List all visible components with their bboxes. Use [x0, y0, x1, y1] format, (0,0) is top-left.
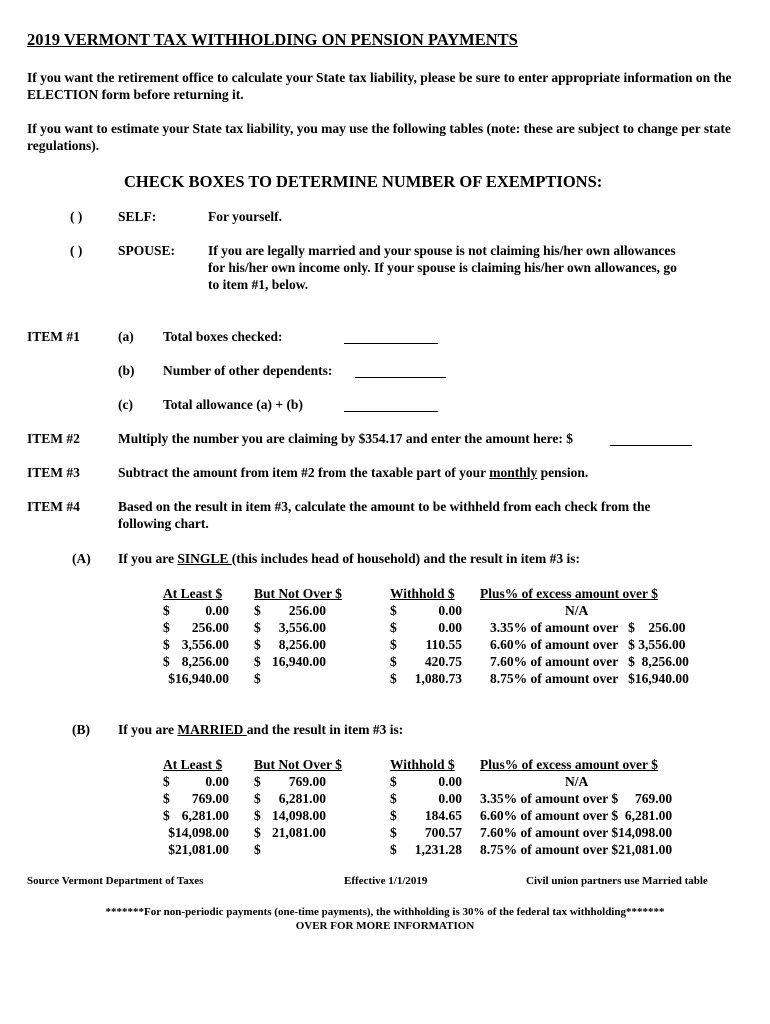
item3-text: Subtract the amount from item #2 from the taxable part of your monthly pension.	[118, 465, 589, 480]
married-table	[0, 756, 770, 858]
header-but-not-over: But Not Over $	[254, 757, 342, 772]
item1-b-blank[interactable]	[355, 377, 446, 378]
table-row: $ 3,556.00 $ 8,256.00 $ 110.55 6.60% of amount over $ 3,556.00	[163, 637, 686, 652]
over-for-more-info: OVER FOR MORE INFORMATION	[295, 920, 475, 932]
table-row: $ 6,281.00 $ 14,098.00 $ 184.65 6.60% of amount over $ 6,281.00	[163, 808, 673, 823]
spouse-label: SPOUSE:	[118, 243, 176, 258]
single-table-header	[0, 585, 770, 602]
header-but-not-over: But Not Over $	[254, 586, 342, 601]
single-table	[0, 585, 770, 687]
item4-line-2: following chart.	[118, 516, 209, 531]
married-intro: If you are MARRIED and the result in item #3 is:	[118, 722, 404, 737]
self-label: SELF:	[118, 209, 157, 224]
table-row: $ 0.00 $ 769.00 $ 0.00 N/A	[163, 774, 589, 789]
item4-label: ITEM #4	[27, 499, 80, 514]
married-table-header	[0, 756, 770, 773]
item2-label: ITEM #2	[27, 431, 80, 446]
item1-label: ITEM #1	[27, 329, 80, 344]
item1-a-tag: (a)	[118, 329, 134, 344]
table-row: $ 769.00 $ 6,281.00 $ 0.00 3.35% of amount over $ 769.00	[163, 791, 673, 806]
table-row: $16,940.00 $ $ 1,080.73 8.75% of amount over $16,940.00	[168, 671, 689, 686]
table-row: $ 0.00 $ 256.00 $ 0.00 N/A	[163, 603, 589, 618]
intro-paragraph-1: If you want the retirement office to calculate your State tax liability, please be sure to enter appropriate information on the ELECTION form before returning it.	[27, 70, 732, 102]
item1-a-blank[interactable]	[344, 343, 438, 344]
item2-text: Multiply the number you are claiming by $354.17 and enter the amount here: $	[118, 431, 574, 446]
single-tag: (A)	[72, 551, 91, 566]
self-checkbox[interactable]: ( )	[70, 209, 83, 224]
married-tag: (B)	[72, 722, 90, 737]
footer-source: Source Vermont Department of Taxes	[27, 875, 204, 887]
header-plus-excess: Plus% of excess amount over $	[480, 586, 658, 601]
item1-c-blank[interactable]	[344, 411, 438, 412]
exemptions-heading: CHECK BOXES TO DETERMINE NUMBER OF EXEMPTIONS:	[124, 172, 603, 191]
item4-line-1: Based on the result in item #3, calculate the amount to be withheld from each check from the	[118, 499, 651, 514]
page-title: 2019 VERMONT TAX WITHHOLDING ON PENSION PAYMENTS	[27, 30, 518, 49]
header-withhold: Withhold $	[390, 757, 455, 772]
spouse-checkbox[interactable]: ( )	[70, 243, 83, 258]
spouse-description-line-3: to item #1, below.	[208, 277, 309, 292]
item2-amount-blank[interactable]	[610, 445, 692, 446]
table-row: $14,098.00 $ 21,081.00 $ 700.57 7.60% of amount over $14,098.00	[168, 825, 673, 840]
footer-effective: Effective 1/1/2019	[344, 875, 428, 887]
item3-label: ITEM #3	[27, 465, 80, 480]
item1-b-text: Number of other dependents:	[163, 363, 333, 378]
header-plus-excess: Plus% of excess amount over $	[480, 757, 658, 772]
header-at-least: At Least $	[163, 586, 223, 601]
item1-c-text: Total allowance (a) + (b)	[163, 397, 303, 412]
item1-c-tag: (c)	[118, 397, 133, 412]
spouse-description-line-2: for his/her own income only. If your spouse is claiming his/her own allowances, go	[208, 260, 677, 275]
spouse-description-line-1: If you are legally married and your spouse is not claiming his/her own allowances	[208, 243, 676, 258]
item1-a-text: Total boxes checked:	[163, 329, 283, 344]
intro-paragraph-2: If you want to estimate your State tax liability, you may use the following tables (note: these are subject to change per state regulations).	[27, 121, 731, 153]
table-row: $ 256.00 $ 3,556.00 $ 0.00 3.35% of amount over $ 256.00	[163, 620, 686, 635]
non-periodic-note: *******For non-periodic payments (one-time payments), the withholding is 30% of the federal tax withholding*******	[105, 906, 665, 918]
table-row: $21,081.00 $ $ 1,231.28 8.75% of amount over $21,081.00	[168, 842, 673, 857]
footer-civil-union: Civil union partners use Married table	[526, 875, 708, 887]
table-row: $ 8,256.00 $ 16,940.00 $ 420.75 7.60% of amount over $ 8,256.00	[163, 654, 689, 669]
single-intro: If you are SINGLE (this includes head of household) and the result in item #3 is:	[118, 551, 580, 566]
header-at-least: At Least $	[163, 757, 223, 772]
item1-b-tag: (b)	[118, 363, 135, 378]
header-withhold: Withhold $	[390, 586, 455, 601]
self-description: For yourself.	[208, 209, 282, 224]
